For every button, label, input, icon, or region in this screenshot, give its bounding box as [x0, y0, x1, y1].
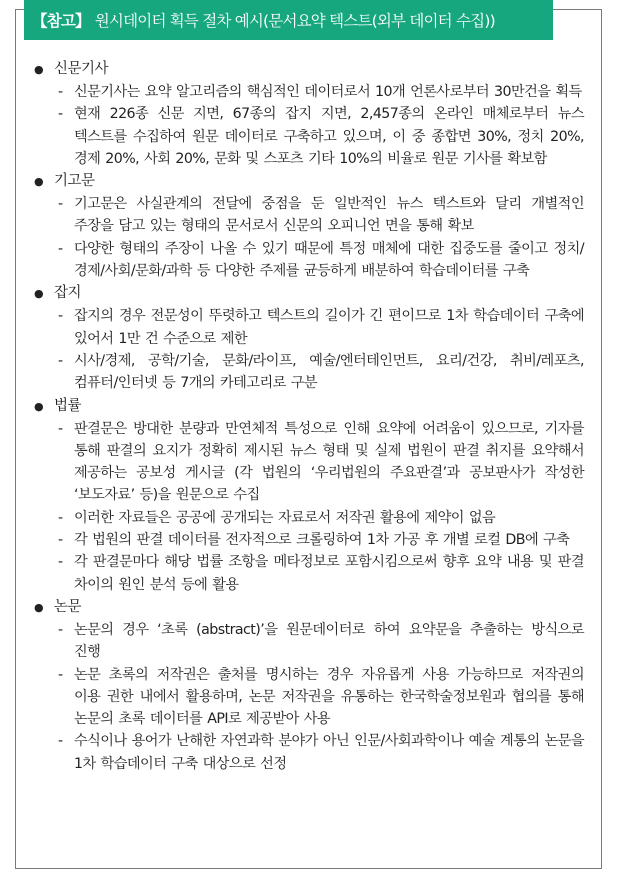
section-heading-text: 잡지: [54, 285, 82, 302]
item-text: 각 법원의 판결 데이터를 전자적으로 크롤링하여 1차 가공 후 개별 로컬 DB에 구축: [74, 532, 570, 549]
list-item: [34, 529, 592, 551]
list-item: [34, 238, 592, 283]
list-item: [34, 619, 592, 664]
item-text: 다양한 형태의 주장이 나올 수 있기 때문에 특정 매체에 대한 집중도를 줄이고 정치/경제/사회/문화/과학 등 다양한 주제를 균등하게 배분하여 학습데이터를 구축: [74, 240, 584, 280]
item-text: 기고문은 사실관계의 전달에 중점을 둔 일반적인 뉴스 텍스트와 달리 개별적인 주장을 담고 있는 형태의 문서로서 신문의 오피니언 면을 통해 확보: [74, 196, 584, 235]
list-item: [34, 193, 592, 238]
section-heading: [34, 282, 592, 305]
dash-icon: -: [58, 196, 63, 213]
list-item: [34, 551, 592, 596]
section-paper: [34, 596, 592, 775]
section-newspaper: [34, 58, 592, 170]
dash-icon: -: [58, 240, 63, 257]
bullet-icon: ●: [34, 399, 44, 413]
content-body: [34, 58, 592, 775]
header-banner: [24, 0, 553, 40]
bullet-icon: ●: [34, 63, 44, 76]
item-text: 시사/경제, 공학/기술, 문화/라이프, 예술/엔터테인먼트, 요리/건강, 취비/레포츠, 컴퓨터/인터넷 등 7개의 카테고리로 구분: [74, 352, 584, 392]
list-item: [34, 730, 592, 775]
section-heading-text: 기고문: [54, 173, 95, 190]
section-magazine: [34, 282, 592, 394]
dash-icon: -: [58, 621, 63, 638]
list-item: [34, 507, 592, 529]
dash-icon: -: [58, 509, 63, 526]
item-text: 잡지의 경우 전문성이 뚜렷하고 텍스트의 길이가 긴 편이므로 1차 학습데이터 구축에 있어서 1만 건 수준으로 제한: [74, 308, 584, 347]
list-item: [34, 664, 592, 731]
dash-icon: -: [58, 84, 63, 100]
dash-icon: -: [58, 666, 63, 683]
section-heading-text: 논문: [54, 598, 82, 615]
header-title: 원시데이터 획득 절차 예시(문서요약 텍스트(외부 데이터 수집)): [94, 12, 495, 30]
dash-icon: -: [58, 532, 63, 549]
list-item: [34, 103, 592, 170]
item-text: 현재 226종 신문 지면, 67종의 잡지 지면, 2,457종의 온라인 매체로부터 뉴스 텍스트를 수집하여 원문 데이터로 구축하고 있으며, 이 중 종합면 30%, 정치 20%, 경제 20%, 사회 20%, 문화 및 스포츠 기타 10%의 비율로 원문 기사를 확보함: [74, 106, 584, 167]
section-contribution: [34, 170, 592, 282]
bullet-icon: ●: [34, 175, 44, 189]
section-heading-text: 법률: [54, 397, 82, 414]
item-text: 논문 초록의 저작권은 출처를 명시하는 경우 자유롭게 사용 가능하므로 저작권의 이용 권한 내에서 활용하며, 논문 저작권을 유통하는 한국학술정보원과 협의를 통해 논문의 초록 데이터를 API로 제공받아 사용: [74, 666, 584, 728]
dash-icon: -: [58, 106, 63, 123]
item-text: 논문의 경우 ‘초록 (abstract)’을 원문데이터로 하여 요약문을 추출하는 방식으로 진행: [74, 621, 584, 661]
section-heading: [34, 395, 592, 418]
bullet-icon: ●: [34, 600, 44, 614]
section-heading: [34, 170, 592, 193]
section-heading: [34, 58, 592, 81]
dash-icon: -: [58, 420, 63, 437]
list-item: [34, 81, 592, 103]
list-item: [34, 418, 592, 507]
bullet-icon: ●: [34, 287, 44, 301]
reference-tag: 【참고】: [32, 12, 90, 30]
item-text: 각 판결문마다 해당 법률 조항을 메타정보로 포함시킴으로써 향후 요약 내용 및 판결 차이의 원인 분석 등에 활용: [74, 554, 584, 593]
section-heading: [34, 596, 592, 619]
section-law: [34, 395, 592, 596]
item-text: 수식이나 용어가 난해한 자연과학 분야가 아닌 인문/사회과학이나 예술 계통의 논문을 1차 학습데이터 구축 대상으로 선정: [74, 733, 584, 772]
dash-icon: -: [58, 352, 63, 369]
dash-icon: -: [58, 733, 63, 750]
list-item: [34, 350, 592, 395]
item-text: 이러한 자료들은 공공에 공개되는 자료로서 저작권 활용에 제약이 없음: [74, 509, 496, 526]
item-text: 판결문은 방대한 분량과 만연체적 특성으로 인해 요약에 어려움이 있으므로, 기자를 통해 판결의 요지가 정확히 제시된 뉴스 형태 및 실제 법원이 판결 취지를 요약해서 제공하는 공보성 게시글 (각 법원의 ‘우리법원의 주요판결’과 공보판사가 작성한 ‘보도자료’ 등)을 원문으로 수집: [74, 420, 584, 504]
dash-icon: -: [58, 308, 63, 325]
item-text: 신문기사는 요약 알고리즘의 핵심적인 데이터로서 10개 언론사로부터 30만건을 획득: [74, 84, 582, 100]
section-heading-text: 신문기사: [54, 61, 109, 77]
list-item: [34, 305, 592, 350]
dash-icon: -: [58, 554, 63, 571]
